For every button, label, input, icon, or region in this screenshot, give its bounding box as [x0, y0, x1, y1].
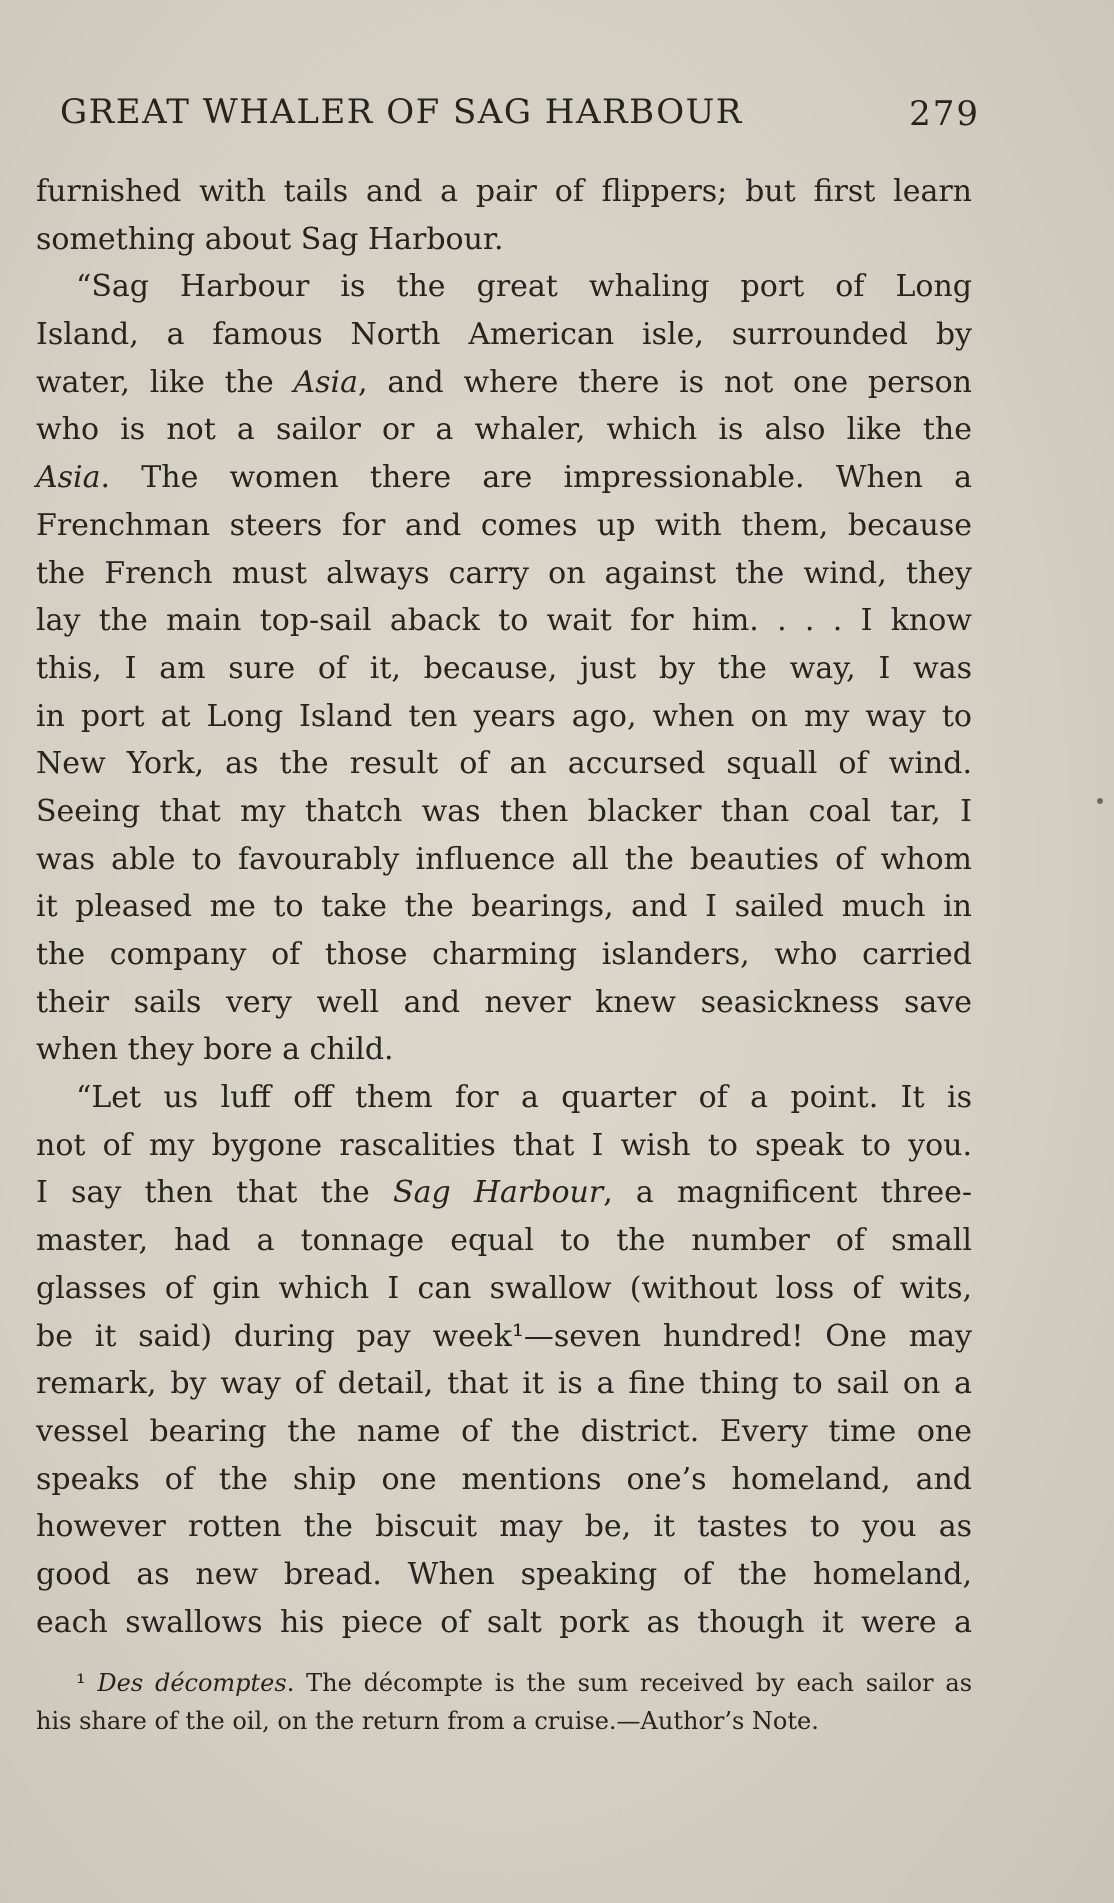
footnote-line: ¹ Des décomptes. The décompte is the sum received by each sailor as [76, 1669, 973, 1697]
text-line: vessel bearing the name of the district. Every time one [36, 1413, 972, 1449]
paper-speck [1097, 798, 1103, 804]
text-line: “Sag Harbour is the great whaling port of Long [76, 269, 972, 305]
text-line: not of my bygone rascalities that I wish to speak to you. [36, 1127, 972, 1163]
text-line: the company of those charming islanders, who carried [36, 937, 972, 972]
text-line: Seeing that my thatch was then blacker than coal tar, I [36, 793, 972, 829]
text-line: each swallows his piece of salt pork as though it were a [36, 1604, 972, 1640]
text-line: their sails very well and never knew seasickness save [36, 984, 972, 1020]
text-line: remark, by way of detail, that it is a fine thing to sail on a [36, 1366, 972, 1402]
footnote-line: his share of the oil, on the return from a cruise.—Author’s Note. [36, 1707, 819, 1735]
text-line: in port at Long Island ten years ago, when on my way to [36, 698, 972, 734]
text-line: this, I am sure of it, because, just by the way, I was [36, 650, 972, 686]
text-line: the French must always carry on against the wind, they [36, 555, 972, 591]
text-line: Asia. The women there are impressionable. When a [36, 460, 972, 496]
text-line: good as new bread. When speaking of the homeland, [36, 1556, 972, 1592]
text-line: speaks of the ship one mentions one’s homeland, and [36, 1461, 972, 1497]
running-head [60, 92, 980, 142]
text-line: when they bore a child. [36, 1032, 394, 1068]
text-line: however rotten the biscuit may be, it tastes to you as [36, 1509, 972, 1545]
text-line: I say then that the Sag Harbour, a magnificent three- [36, 1175, 972, 1211]
text-line: be it said) during pay week¹—seven hundred! One may [36, 1318, 972, 1354]
running-head-title: GREAT WHALER OF SAG HARBOUR [60, 92, 743, 132]
text-line: furnished with tails and a pair of flippers; but first learn [36, 174, 972, 209]
text-line: master, had a tonnage equal to the number of small [36, 1223, 972, 1259]
footnote [36, 1664, 972, 1740]
text-line: “Let us luff off them for a quarter of a point. It is [76, 1080, 972, 1116]
text-line: it pleased me to take the bearings, and I sailed much in [36, 889, 972, 925]
text-line: water, like the Asia, and where there is not one person [36, 364, 972, 400]
text-line: glasses of gin which I can swallow (without loss of wits, [36, 1270, 972, 1306]
text-line: something about Sag Harbour. [36, 221, 504, 257]
text-line: Frenchman steers for and comes up with them, because [36, 507, 972, 543]
text-line: was able to favourably influence all the beauties of whom [36, 841, 972, 877]
text-line: lay the main top-sail aback to wait for him. . . . I know [36, 603, 972, 639]
text-line: New York, as the result of an accursed squall of wind. [36, 746, 972, 782]
text-line: Island, a famous North American isle, surrounded by [36, 317, 972, 353]
body-text [36, 168, 972, 1646]
text-line: who is not a sailor or a whaler, which is also like the [36, 412, 972, 448]
page-number: 279 [909, 94, 980, 134]
